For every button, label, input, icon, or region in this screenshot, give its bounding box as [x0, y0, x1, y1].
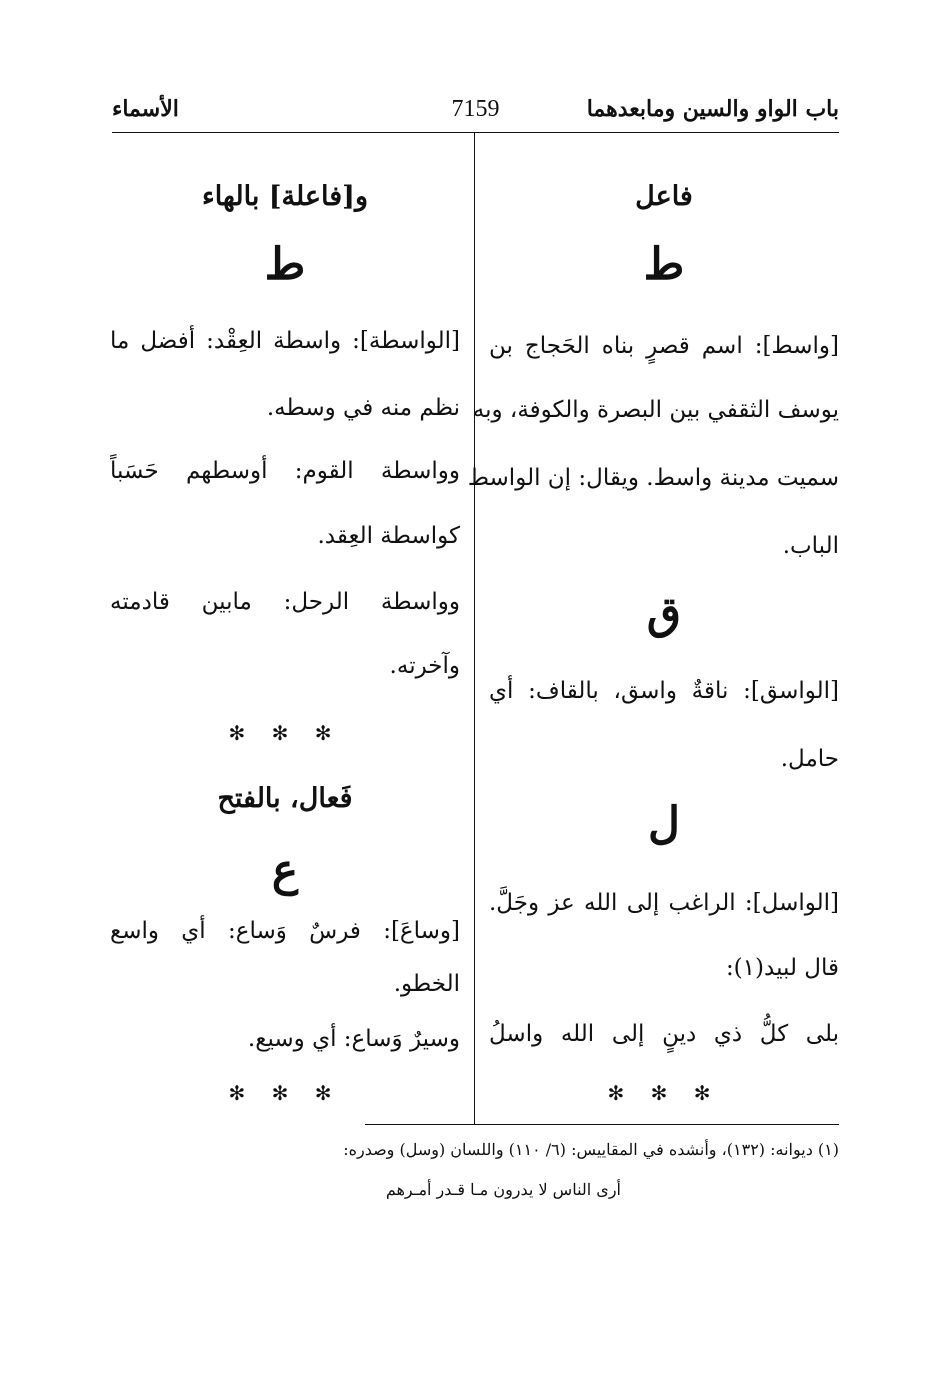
- entry-line: [وساعَ]: فرسٌ وَساع: أي واسع: [110, 918, 460, 944]
- entry-line: [الواسق]: ناقةٌ واسق، بالقاف: أي: [489, 678, 839, 704]
- letter-heading-ta: ط: [643, 239, 685, 290]
- section-title-failah: و[فاعلة] بالهاء: [202, 181, 368, 212]
- chapter-heading: باب الواو والسين ومابعدهما: [586, 96, 839, 122]
- letter-heading-qaf: ق: [646, 588, 682, 639]
- letter-heading-ta: ط: [264, 239, 306, 290]
- letter-heading-ayn: ع: [271, 845, 299, 896]
- entry-line: وسيرٌ وَساع: أي وسيع.: [247, 1026, 460, 1052]
- section-separator: ✻ ✻ ✻: [607, 1081, 721, 1105]
- footnote-verse: أرى الناس لا يدرون مـا قـدر أمـرهم: [385, 1180, 621, 1199]
- footnote-rule: [365, 1124, 839, 1125]
- entry-line: قال لبيد(١):: [725, 955, 839, 981]
- letter-heading-lam: ل: [648, 798, 680, 849]
- entry-line: [الواسطة]: واسطة العِقْد: أفضل ما: [110, 328, 460, 354]
- entry-line: وواسطة الرحل: مابين قادمته: [110, 589, 460, 615]
- section-heading: الأسماء: [112, 96, 179, 122]
- section-separator: ✻ ✻ ✻: [228, 1081, 342, 1105]
- section-title-faal: فَعال، بالفتح: [217, 783, 353, 814]
- entry-line: الخطو.: [393, 971, 460, 997]
- entry-line: [واسط]: اسم قصرٍ بناه الحَجاج بن: [489, 333, 839, 359]
- entry-line: الباب.: [782, 533, 839, 559]
- entry-line: حامل.: [780, 746, 839, 772]
- entry-line: نظم منه في وسطه.: [266, 395, 460, 421]
- section-separator: ✻ ✻ ✻: [228, 721, 342, 745]
- entry-line: كواسطة العِقد.: [317, 523, 460, 549]
- header-rule: [112, 132, 839, 133]
- entry-line: [الواسل]: الراغب إلى الله عز وجَلَّ.: [489, 890, 839, 916]
- verse-line: بلى كلُّ ذي دينٍ إلى الله واسلُ: [489, 1021, 839, 1047]
- entry-line: سميت مدينة واسط. ويقال: إن الواسط: [467, 465, 839, 491]
- entry-line: يوسف الثقفي بين البصرة والكوفة، وبه: [472, 397, 839, 423]
- page-number: 7159: [451, 96, 500, 122]
- entry-line: وواسطة القوم: أوسطهم حَسَباً: [110, 458, 460, 484]
- column-divider: [474, 133, 475, 1125]
- entry-line: وآخرته.: [389, 653, 460, 679]
- footnote-text: (١) ديوانه: (١٣٢)، وأنشده في المقاييس: (٦/ ١١٠) واللسان (وسل) وصدره:: [343, 1140, 839, 1159]
- section-title-fail: فاعل: [635, 181, 693, 212]
